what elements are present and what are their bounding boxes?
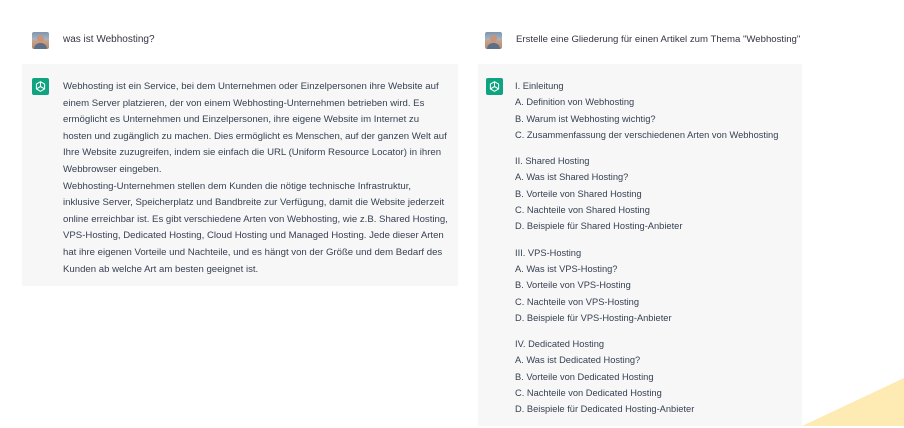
section-heading: III. VPS-Hosting: [515, 247, 582, 258]
outline-item: C. Zusammenfassung der verschiedenen Arten von Webhosting: [515, 129, 779, 140]
user-avatar: [485, 32, 502, 49]
user-avatar: [32, 32, 49, 49]
corner-decoration: [794, 378, 904, 426]
outline-item: A. Was ist Dedicated Hosting?: [515, 355, 641, 366]
outline-section: [515, 78, 799, 143]
outline-item: C. Nachteile von VPS-Hosting: [515, 296, 640, 307]
outline-item: B. Vorteile von Shared Hosting: [515, 188, 642, 199]
outline-section: [515, 336, 799, 417]
article-outline: [515, 78, 799, 428]
right-conversation: [478, 0, 802, 426]
outline-item: A. Was ist VPS-Hosting?: [515, 263, 618, 274]
left-conversation: [22, 0, 458, 426]
assistant-answer-text: [63, 79, 449, 278]
outline-section: [515, 245, 799, 326]
outline-item: B. Vorteile von VPS-Hosting: [515, 280, 631, 291]
answer-paragraph: Webhosting ist ein Service, bei dem Unternehmen oder Einzelpersonen ihre Website auf einem Server platzieren, der von einem Webhosting-Unternehmen betrieben wird. Es ermöglicht es Unternehmen und Einzelpersonen, ihre eigene Website im Internet zu hosten und zugänglich zu machen. Dies ermöglicht es Menschen, auf der ganzen Welt auf Ihre Website zuzugreifen, indem sie einfach die URL (Uniform Resource Locator) in ihren Webbrowser eingeben.: [63, 81, 447, 175]
user-prompt: was ist Webhosting?: [63, 34, 155, 45]
chatgpt-logo-icon: [486, 78, 503, 95]
outline-section: [515, 153, 799, 234]
section-heading: IV. Dedicated Hosting: [515, 339, 605, 350]
outline-item: A. Definition von Webhosting: [515, 97, 635, 108]
user-prompt: Erstelle eine Gliederung für einen Artikel zum Thema "Webhosting": [516, 34, 801, 45]
outline-item: C. Nachteile von Shared Hosting: [515, 205, 650, 216]
outline-item: D. Beispiele für VPS-Hosting-Anbieter: [515, 312, 672, 323]
answer-paragraph: Webhosting-Unternehmen stellen dem Kunden die nötige technische Infrastruktur, inklusive Server, Speicherplatz und Bandbreite zur Verfügung, damit die Website jederzeit online erreichbar ist. Es gibt verschiedene Arten von Webhosting, wie z.B. Shared Hosting, VPS-Hosting, Dedicated Hosting, Cloud Hosting und Managed Hosting. Jede dieser Arten hat ihre eigenen Vorteile und Nachteile, und es hängt von der Größe und dem Bedarf des Kunden ab welche Art am besten geeignet ist.: [63, 180, 448, 275]
assistant-answer: [478, 64, 802, 426]
outline-item: B. Vorteile von Dedicated Hosting: [515, 371, 654, 382]
outline-item: D. Beispiele für Shared Hosting-Anbieter: [515, 221, 683, 232]
section-heading: II. Shared Hosting: [515, 156, 590, 167]
outline-item: A. Was ist Shared Hosting?: [515, 172, 629, 183]
outline-item: D. Beispiele für Dedicated Hosting-Anbieter: [515, 404, 695, 415]
assistant-answer: [22, 64, 458, 286]
outline-item: B. Warum ist Webhosting wichtig?: [515, 113, 656, 124]
chatgpt-logo-icon: [32, 78, 49, 95]
outline-item: C. Nachteile von Dedicated Hosting: [515, 388, 662, 399]
section-heading: I. Einleitung: [515, 81, 564, 91]
